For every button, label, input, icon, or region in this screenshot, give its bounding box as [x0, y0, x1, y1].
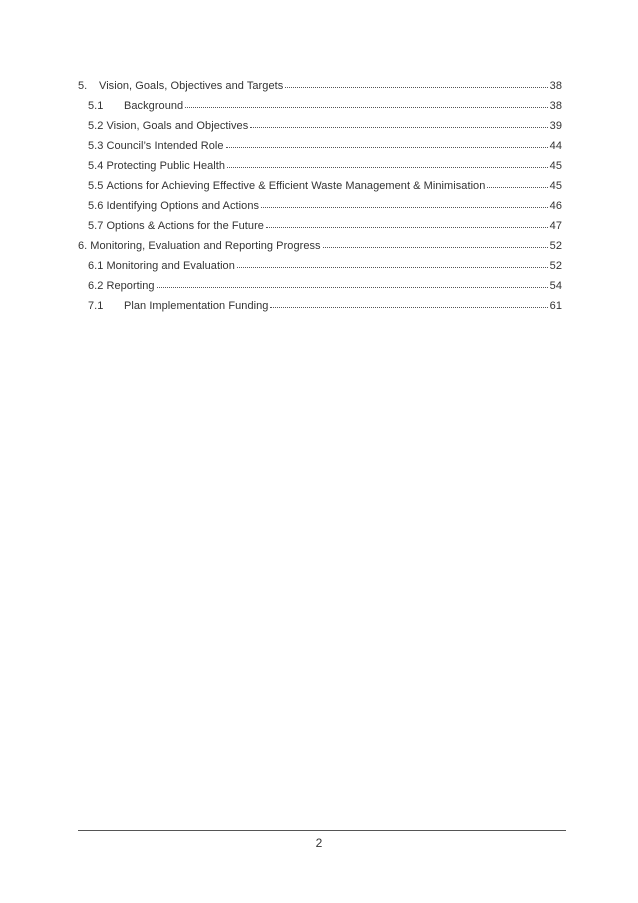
toc-entry-5-3[interactable]	[78, 136, 562, 156]
toc-entry-title: Monitoring and Evaluation	[106, 260, 235, 272]
toc-entry-number: 5.7	[88, 220, 104, 232]
dot-leader	[227, 167, 548, 168]
toc-entry-page: 54	[549, 280, 562, 292]
toc-entry-title: Council’s Intended Role	[106, 140, 224, 152]
toc-entry-page: 38	[549, 100, 562, 112]
toc-entry-number: 5.3	[88, 140, 104, 152]
dot-leader	[285, 87, 547, 88]
toc-entry-6-2[interactable]	[78, 276, 562, 296]
toc-entry-title: Background	[124, 100, 184, 112]
dot-leader	[237, 267, 548, 268]
toc-entry-number: 6.	[78, 240, 88, 252]
toc-entry-number: 6.2	[88, 280, 104, 292]
toc-entry-page: 52	[549, 260, 562, 272]
toc-entry-5-7[interactable]	[78, 216, 562, 236]
toc-entry-page: 46	[549, 200, 562, 212]
toc-entry-6[interactable]	[78, 236, 562, 256]
toc-entry-number: 5.2	[88, 120, 104, 132]
dot-leader	[261, 207, 548, 208]
toc-entry-page: 45	[549, 180, 562, 192]
toc-entry-title: Reporting	[106, 280, 155, 292]
toc-entry-5[interactable]	[78, 76, 562, 96]
page-number: 2	[315, 836, 323, 850]
dot-leader	[226, 147, 548, 148]
toc-entry-number: 5.1	[88, 100, 104, 112]
toc-entry-number: 5.5	[88, 180, 104, 192]
dot-leader	[266, 227, 548, 228]
toc-entry-5-5[interactable]	[78, 176, 562, 196]
toc-entry-number: 5.4	[88, 160, 104, 172]
toc-entry-title: Plan Implementation Funding	[124, 300, 269, 312]
toc-entry-number: 6.1	[88, 260, 104, 272]
toc-entry-title: Options & Actions for the Future	[106, 220, 264, 232]
toc-entry-number: 7.1	[88, 300, 104, 312]
toc-entry-5-2[interactable]	[78, 116, 562, 136]
toc-entry-title: Identifying Options and Actions	[106, 200, 260, 212]
toc-entry-page: 52	[549, 240, 562, 252]
toc-entry-title: Monitoring, Evaluation and Reporting Progress	[90, 240, 321, 252]
toc-entry-5-1[interactable]	[78, 96, 562, 116]
toc-entry-page: 47	[549, 220, 562, 232]
dot-leader	[157, 287, 548, 288]
toc-entry-number: 5.6	[88, 200, 104, 212]
dot-leader	[487, 187, 547, 188]
toc-entry-title: Actions for Achieving Effective & Efficient Waste Management & Minimisation	[106, 180, 486, 192]
toc-entry-5-4[interactable]	[78, 156, 562, 176]
toc-entry-5-6[interactable]	[78, 196, 562, 216]
dot-leader	[185, 107, 547, 108]
dot-leader	[323, 247, 548, 248]
toc-entry-page: 38	[549, 80, 562, 92]
toc-entry-title: Vision, Goals, Objectives and Targets	[99, 80, 284, 92]
toc-entry-title: Protecting Public Health	[106, 160, 226, 172]
toc-entry-number: 5.	[78, 80, 88, 92]
toc-entry-page: 44	[549, 140, 562, 152]
toc-entry-title: Vision, Goals and Objectives	[106, 120, 249, 132]
toc-entry-page: 45	[549, 160, 562, 172]
dot-leader	[250, 127, 547, 128]
toc-entry-page: 61	[549, 300, 562, 312]
footer-divider	[78, 830, 566, 831]
toc-entry-7-1[interactable]	[78, 296, 562, 316]
toc-entry-6-1[interactable]	[78, 256, 562, 276]
table-of-contents	[78, 76, 562, 316]
toc-entry-page: 39	[549, 120, 562, 132]
dot-leader	[270, 307, 547, 308]
